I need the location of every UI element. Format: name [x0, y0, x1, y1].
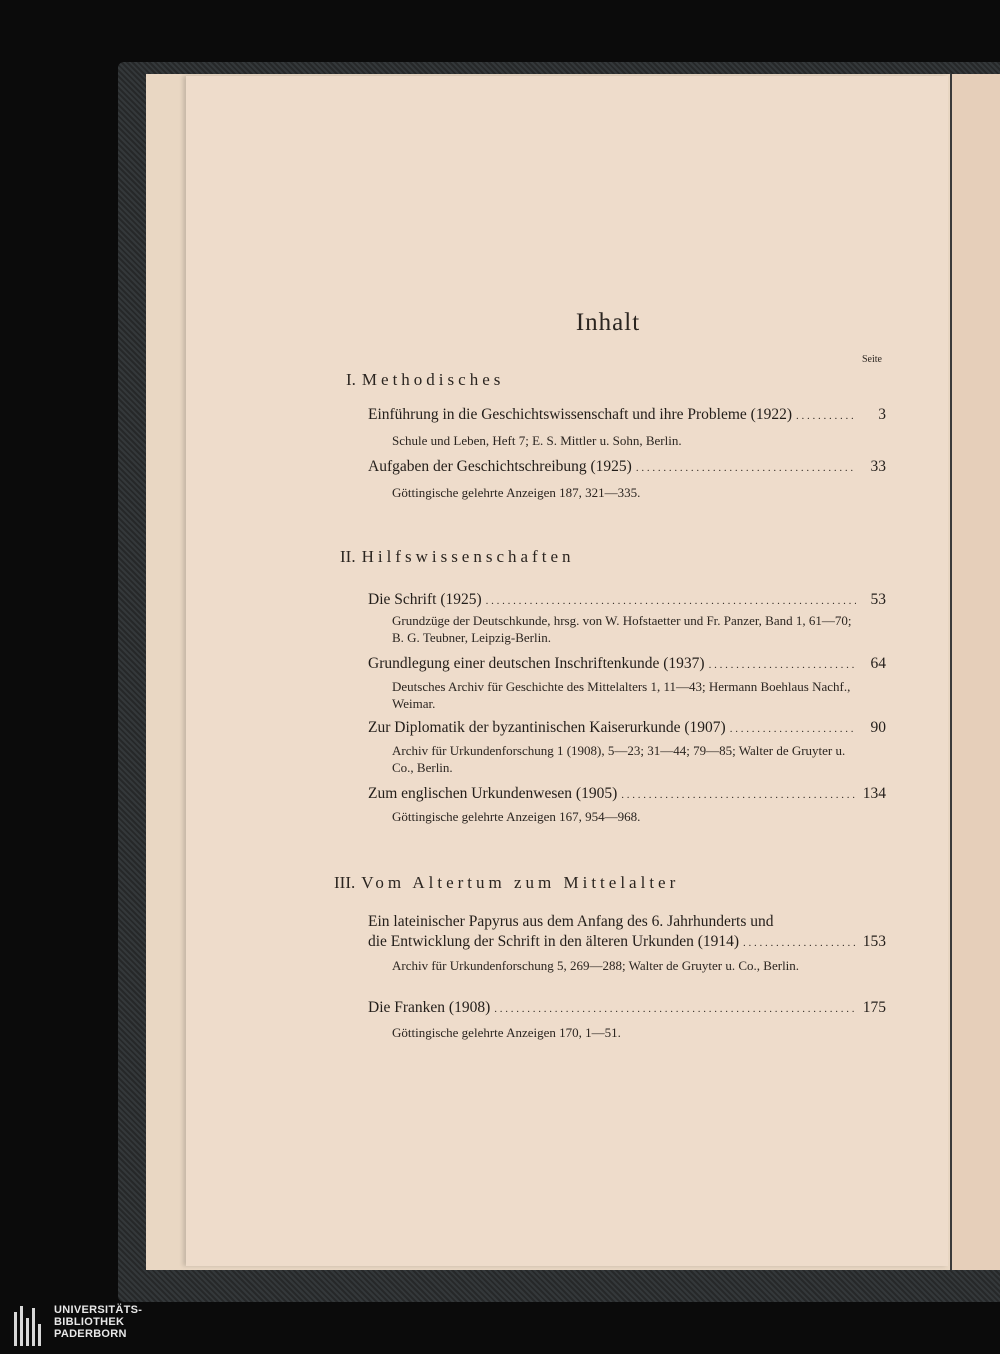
- scan-footer: [0, 1302, 1000, 1354]
- section-heading-1: I. Methodisches: [346, 370, 505, 389]
- entry-source: Archiv für Urkundenforschung 1 (1908), 5—23; 31—44; 79—85; Walter de Gruyter u. Co., Berlin.: [392, 743, 846, 775]
- page-column-label: Seite: [862, 354, 882, 365]
- entry-source: Archiv für Urkundenforschung 5, 269—288; Walter de Gruyter u. Co., Berlin.: [392, 958, 800, 973]
- toc-entry[interactable]: Aufgaben der Geschichtschreibung (1925) . . . 33: [368, 457, 886, 478]
- facing-page-edge: [950, 74, 1000, 1270]
- entry-source: Deutsches Archiv für Geschichte des Mittelalters 1, 11—43; Hermann Boehlaus Nachf., Weimar.: [392, 679, 851, 711]
- toc-entry[interactable]: Einführung in die Geschichtswissenschaft und ihre Probleme (1922) . . . 3: [368, 405, 886, 426]
- entry-source: Göttingische gelehrte Anzeigen 170, 1—51.: [392, 1025, 621, 1040]
- entry-source: Göttingische gelehrte Anzeigen 187, 321—335.: [392, 485, 641, 500]
- library-logo-icon: [14, 1306, 46, 1346]
- entry-source: Göttingische gelehrte Anzeigen 167, 954—968.: [392, 809, 641, 824]
- toc-entry[interactable]: Die Franken (1908) . . . 175: [368, 998, 886, 1019]
- entry-source: Grundzüge der Deutschkunde, hrsg. von W. Hofstaetter und Fr. Panzer, Band 1, 61—70; B. G. Teubner, Leipzig-Berlin.: [392, 613, 852, 645]
- toc-entry[interactable]: Zum englischen Urkundenwesen (1905) . . . 134: [368, 784, 886, 805]
- toc-entry[interactable]: Zur Diplomatik der byzantinischen Kaiserurkunde (1907) . . . 90: [368, 718, 886, 739]
- entry-source: Schule und Leben, Heft 7; E. S. Mittler u. Sohn, Berlin.: [392, 433, 682, 448]
- toc-entry[interactable]: Die Schrift (1925) . . . 53: [368, 590, 886, 611]
- toc-entry[interactable]: Ein lateinischer Papyrus aus dem Anfang des 6. Jahrhunderts und die Entwicklung der Schrift in den älteren Urkunden (1914) . . . 153: [368, 912, 886, 953]
- section-heading-3: III. Vom Altertum zum Mittelalter: [334, 873, 680, 892]
- library-name: UNIVERSITÄTS- BIBLIOTHEK PADERBORN: [54, 1304, 143, 1340]
- section-heading-2: II. Hilfswissenschaften: [340, 547, 575, 566]
- toc-entry[interactable]: Grundlegung einer deutschen Inschriftenkunde (1937) . . . 64: [368, 654, 886, 675]
- page-title: Inhalt: [575, 309, 641, 336]
